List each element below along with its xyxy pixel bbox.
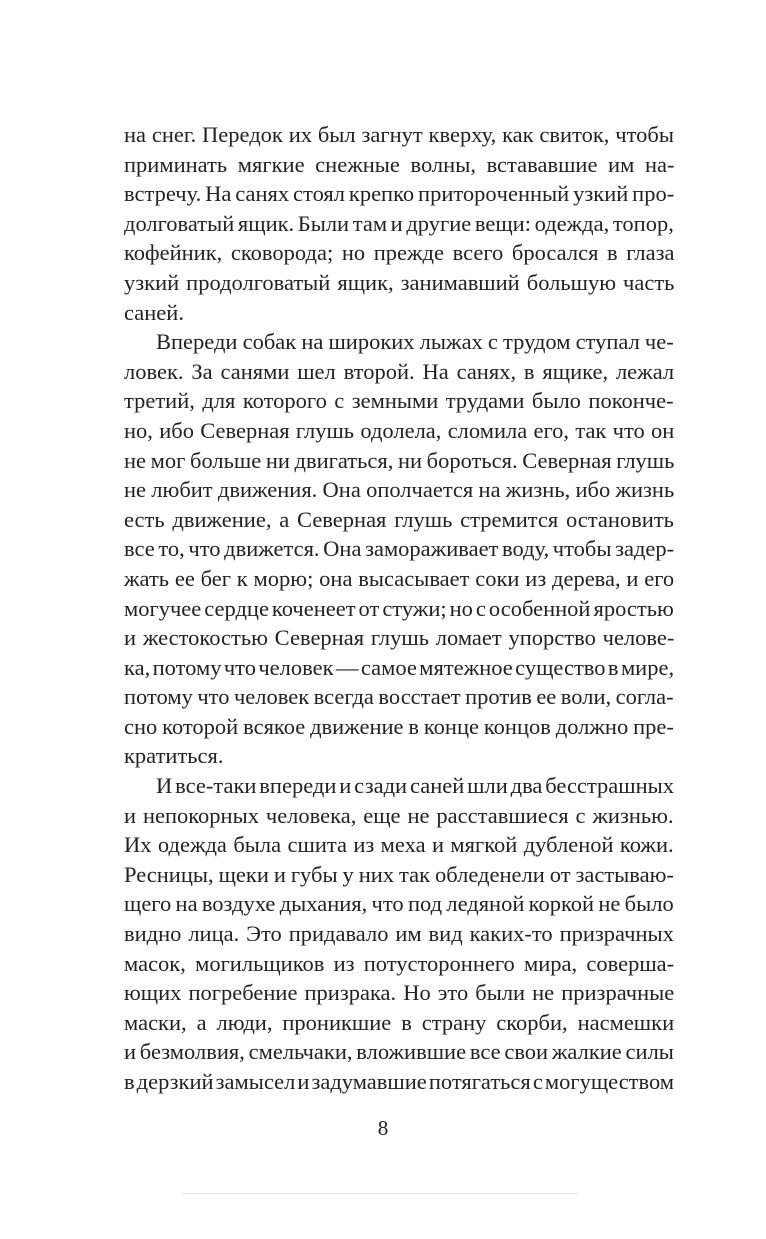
text-line: саней. — [124, 299, 184, 325]
text-line: приминать мягкие снежные волны, встававшие им на- — [124, 151, 675, 177]
text-line: не мог больше ни двигаться, ни бороться. Северная глушь — [124, 447, 675, 473]
text-line: жать ее бег к морю; она высасывает соки из дерева, и его — [124, 565, 675, 591]
text-line: и жестокостью Северная глушь ломает упорство челове- — [124, 625, 675, 651]
text-line: сно которой всякое движение в конце концов должно пре- — [124, 713, 674, 739]
text-line: Ресницы, щеки и губы у них так обледенели от застываю- — [124, 861, 674, 887]
text-line: узкий продолговатый ящик, занимавший большую часть — [124, 269, 675, 295]
text-line: долговатый ящик. Были там и другие вещи: одежда, топор, — [124, 210, 674, 236]
text-line: и безмолвия, смельчаки, вложившие все свои жалкие силы — [124, 1039, 674, 1065]
text-line: в дерзкий замысел и задумавшие потягаться с могуществом — [124, 1069, 675, 1094]
text-line: третий, для которого с земными трудами было покончe- — [124, 388, 674, 414]
text-line: Впереди собак на широких лыжах с трудом ступал че- — [156, 329, 674, 355]
text-line: ющих погребение призрака. Но это были не призрачные — [124, 980, 675, 1006]
text-line: потому что человек всегда восстает против ее воли, согла- — [124, 684, 674, 710]
text-line: маски, а люди, проникшие в страну скорби, насмешки — [124, 1009, 675, 1035]
text-line: но, ибо Северная глушь одолела, сломила его, так что он — [124, 417, 675, 443]
body-text — [124, 120, 674, 1097]
text-line: не любит движения. Она ополчается на жизнь, ибо жизнь — [124, 477, 675, 503]
text-line: И все-таки впереди и сзади саней шли два бесстрашных — [156, 773, 674, 799]
text-line: кофейник, сковорода; но прежде всего бросался в глаза — [124, 240, 675, 266]
text-line: ка, потому что человек — самое мятежное существо в мире, — [124, 654, 675, 680]
page-number: 8 — [377, 1116, 389, 1140]
text-line: все то, что движется. Она замораживает воду, чтобы задер- — [124, 536, 675, 562]
text-line: на снег. Передок их был загнут кверху, как свиток, чтобы — [124, 122, 674, 147]
text-line: и непокорных человека, еще не расставшиеся с жизнью. — [124, 802, 674, 828]
text-line: есть движение, а Северная глушь стремится остановить — [124, 506, 674, 532]
text-line: могучее сердце коченеет от стужи; но с особенной яростью — [124, 595, 674, 621]
text-line: встречу. На санях стоял крепко приторoченный узкий про- — [124, 181, 675, 207]
text-line: щего на воздухе дыхания, что под ледяной коркой не было — [124, 891, 674, 917]
text-line: ловек. За санями шел второй. На санях, в ящике, лежал — [124, 358, 675, 384]
text-line: масок, могильщиков из потустороннего мира, соверша- — [124, 950, 675, 976]
text-line: Их одежда была сшита из меха и мягкой дубленой кожи. — [124, 832, 674, 858]
text-line: кратиться. — [124, 743, 224, 769]
text-line: видно лица. Это придавало им вид каких-то призрачных — [124, 921, 674, 947]
footer-divider — [182, 1193, 578, 1194]
